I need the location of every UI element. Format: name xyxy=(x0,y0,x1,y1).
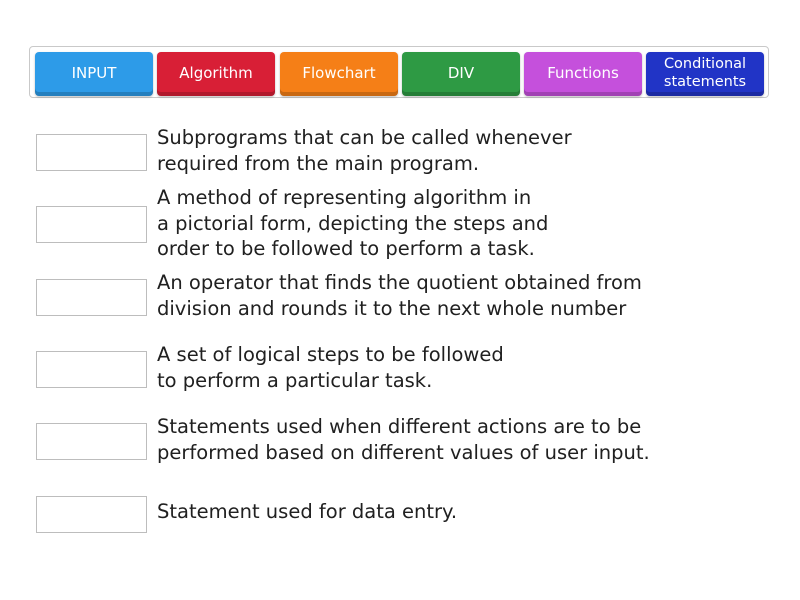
tile-flowchart[interactable]: Flowchart xyxy=(280,52,398,96)
drop-slot-1[interactable] xyxy=(36,134,147,171)
definition-1: Subprograms that can be called whenever required from the main program. xyxy=(157,126,572,175)
drop-slot-5[interactable] xyxy=(36,423,147,460)
tile-conditional-statements[interactable]: Conditional statements xyxy=(646,52,764,96)
definition-2: A method of representing algorithm in a pictorial form, depicting the steps and order to be followed to perform a task. xyxy=(157,186,549,260)
definition-6: Statement used for data entry. xyxy=(157,500,458,523)
drop-slot-4[interactable] xyxy=(36,351,147,388)
drop-slot-2[interactable] xyxy=(36,206,147,243)
tile-functions[interactable]: Functions xyxy=(524,52,642,96)
tile-div[interactable]: DIV xyxy=(402,52,520,96)
definition-3: An operator that finds the quotient obtained from division and rounds it to the next whole number xyxy=(157,271,642,320)
tile-input[interactable]: INPUT xyxy=(35,52,153,96)
drop-slot-6[interactable] xyxy=(36,496,147,533)
definition-4: A set of logical steps to be followed to perform a particular task. xyxy=(157,343,504,392)
tile-algorithm[interactable]: Algorithm xyxy=(157,52,275,96)
definition-5: Statements used when different actions are to be performed based on different values of user input. xyxy=(157,415,650,464)
drop-slot-3[interactable] xyxy=(36,279,147,316)
